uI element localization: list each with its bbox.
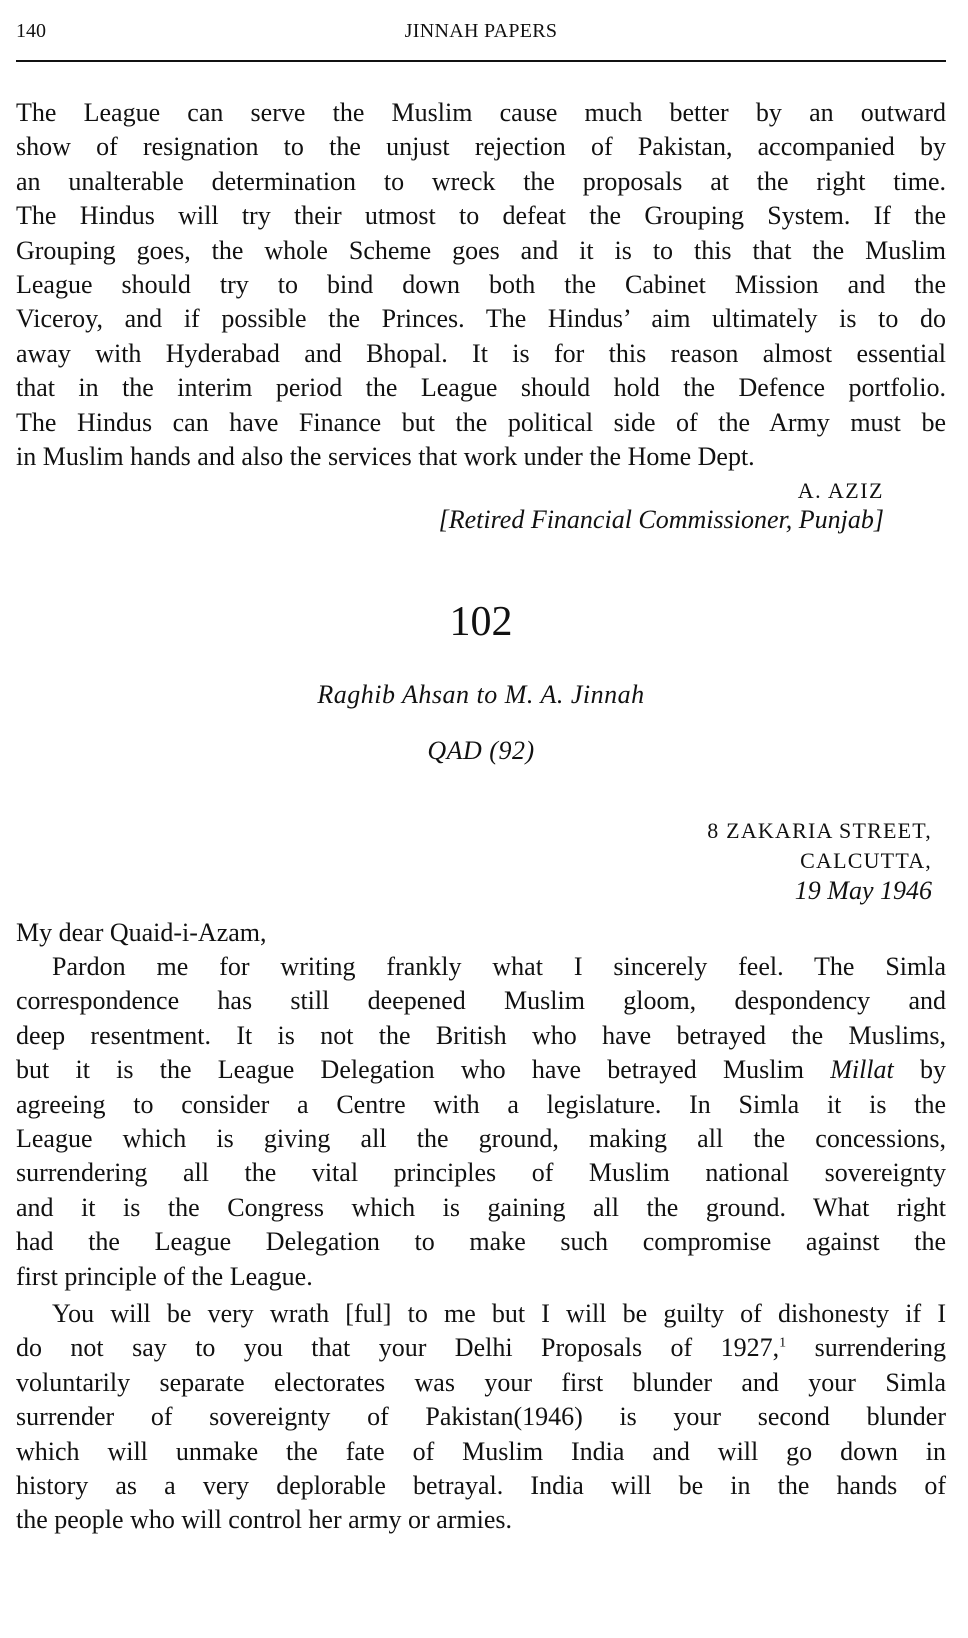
- text-segment: surrendering: [814, 1333, 946, 1363]
- text-line: League should try to bind down both the Cabinet Mission and the: [16, 270, 946, 300]
- footnote-marker[interactable]: 1: [779, 1335, 787, 1351]
- text-line: away with Hyderabad and Bhopal. It is for this reason almost essential: [16, 338, 946, 368]
- text-line: The League can serve the Muslim cause much better by an outward: [16, 98, 946, 127]
- address-city: CALCUTTA,: [800, 848, 932, 873]
- text-line: first principle of the League.: [16, 1261, 313, 1291]
- text-segment: but it is the League Delegation who have betrayed Muslim: [16, 1055, 804, 1085]
- book-page: [16, 0, 947, 1535]
- document-sender-recipient: Raghib Ahsan to M. A. Jinnah: [317, 680, 645, 709]
- text-line: You will be very wrath [ful] to me but I will be guilty of dishonesty if I: [52, 1299, 946, 1328]
- text-line: Viceroy, and if possible the Princes. The Hindus’ aim ultimately is to do: [16, 304, 946, 334]
- text-line: an unalterable determination to wreck the proposals at the right time.: [16, 166, 946, 196]
- text-line: which will unmake the fate of Muslim India and will go down in: [16, 1436, 946, 1466]
- text-line: show of resignation to the unjust rejection of Pakistan, accompanied by: [16, 132, 946, 162]
- address-street: 8 ZAKARIA STREET,: [707, 818, 932, 843]
- document-source: QAD (92): [427, 736, 535, 765]
- text-line: agreeing to consider a Centre with a legislature. In Simla it is the: [16, 1089, 946, 1119]
- salutation: My dear Quaid-i-Azam,: [16, 918, 267, 947]
- text-segment: do not say to you that your Delhi Proposals of 1927,: [16, 1333, 780, 1363]
- document-number: 102: [449, 599, 513, 645]
- text-line: Grouping goes, the whole Scheme goes and it is to this that the Muslim: [16, 235, 946, 265]
- header-rule: [16, 60, 946, 62]
- italic-word-millat: Millat: [830, 1055, 894, 1085]
- text-line: surrender of sovereignty of Pakistan(1946) is your second blunder: [16, 1402, 946, 1432]
- text-line: the people who will control her army or armies.: [16, 1505, 513, 1535]
- running-title: JINNAH PAPERS: [404, 20, 558, 42]
- text-line: and it is the Congress which is gaining all the ground. What right: [16, 1192, 946, 1222]
- text-segment: by: [920, 1055, 947, 1085]
- text-line: had the League Delegation to make such compromise against the: [16, 1227, 946, 1257]
- running-head: [16, 0, 946, 58]
- text-line: Pardon me for writing frankly what I sincerely feel. The Simla: [52, 952, 946, 981]
- paragraph-aziz-letter-end: [16, 96, 946, 474]
- text-line: deep resentment. It is not the British who have betrayed the Muslims,: [16, 1020, 946, 1050]
- text-line: surrendering all the vital principles of Muslim national sovereignty: [16, 1158, 946, 1188]
- signature-name: A. AZIZ: [797, 478, 884, 503]
- sender-address: [707, 816, 932, 906]
- text-line: history as a very deplorable betrayal. India will be in the hands of: [16, 1471, 946, 1501]
- text-line: The Hindus will try their utmost to defeat the Grouping System. If the: [16, 201, 946, 231]
- text-line: that in the interim period the League should hold the Defence portfolio.: [16, 373, 946, 403]
- signature-title: [Retired Financial Commissioner, Punjab]: [438, 505, 884, 534]
- text-line: The Hindus can have Finance but the political side of the Army must be: [16, 407, 946, 437]
- paragraph-simla: [16, 950, 946, 1294]
- text-line-with-footnote: [16, 1331, 946, 1365]
- text-line-with-italic: [16, 1053, 946, 1087]
- text-line: correspondence has still deepened Muslim gloom, despondency and: [16, 986, 946, 1016]
- letter-date: 19 May 1946: [794, 876, 932, 905]
- text-line: in Muslim hands and also the services that work under the Home Dept.: [16, 442, 755, 472]
- page-number: 140: [16, 20, 46, 42]
- paragraph-blunders: [16, 1297, 946, 1538]
- text-line: League which is giving all the ground, making all the concessions,: [16, 1124, 946, 1154]
- text-line: voluntarily separate electorates was your first blunder and your Simla: [16, 1367, 946, 1397]
